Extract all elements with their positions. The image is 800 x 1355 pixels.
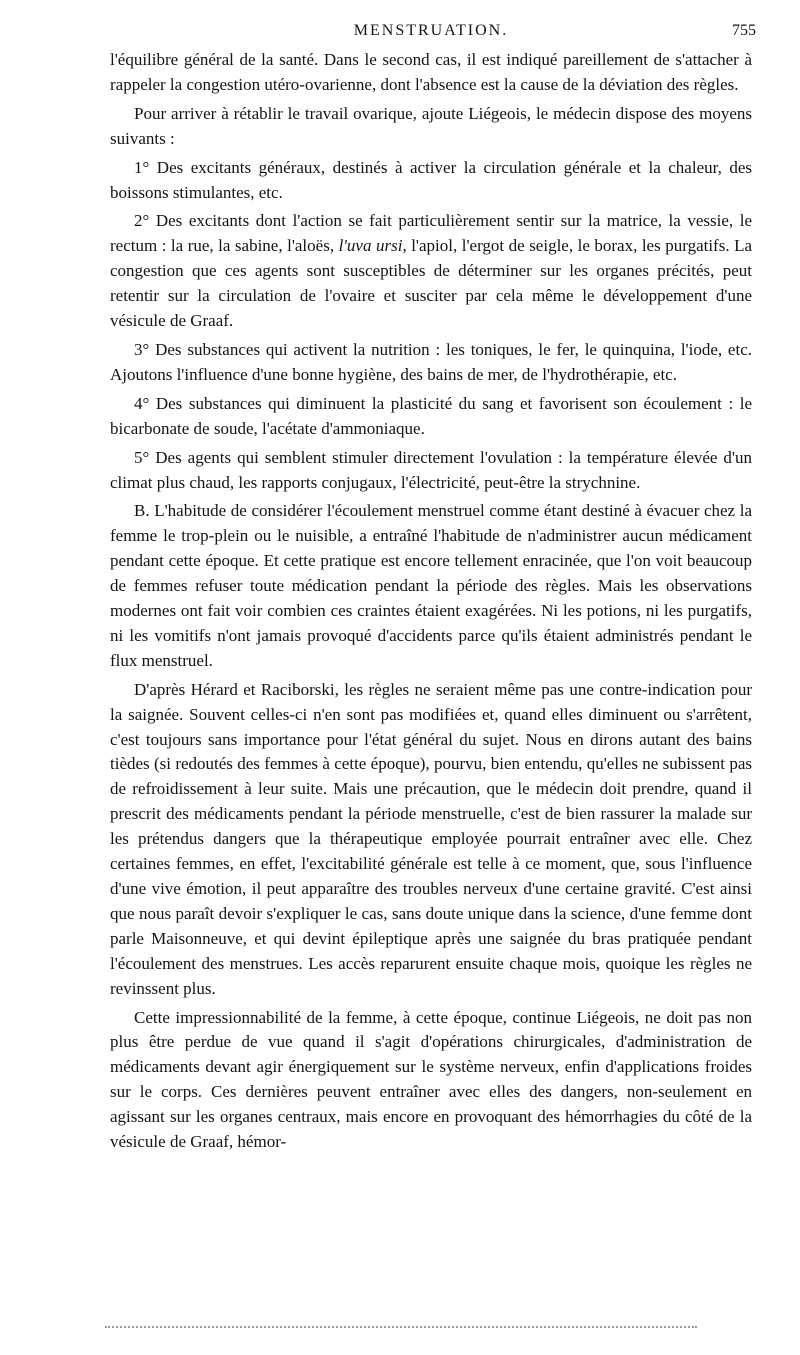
list-item bbox=[110, 209, 752, 334]
list-item: 5° Des agents qui semblent stimuler directement l'ovulation : la température élevée d'un climat plus chaud, les rapports conjugaux, l'électricité, peut-être la strychnine. bbox=[110, 447, 752, 492]
body-text bbox=[110, 48, 752, 1155]
list-item-text: 2° Des excitants dont l'action se fait particulièrement sentir sur la matrice, la vessie, le rectum : la rue, la sabine, l'aloës, bbox=[110, 211, 752, 256]
book-page bbox=[110, 18, 756, 1159]
paragraph: B. L'habitude de considérer l'écoulement menstruel comme étant destiné à évacuer chez la femme le trop-plein ou le nuisible, a entraîné l'habitude de n'administrer aucun médicament pendant cette époque. Et cette pratique est encore tellement enracinée, que l'on voit beaucoup de femmes refuser toute médication pendant la période des règles. Mais les observations modernes ont fait voir combien ces craintes étaient exagérées. Ni les potions, ni les purgatifs, ni les vomitifs n'ont jamais provoqué d'accidents parce qu'ils étaient administrés pendant le flux menstruel. bbox=[110, 501, 752, 670]
paragraph: Cette impressionnabilité de la femme, à cette époque, continue Liégeois, ne doit pas non plus être perdue de vue quand il s'agit d'opérations chirurgicales, d'administration de médicaments devant agir énergiquement sur le système nerveux, enfin d'applications froides sur le corps. Ces dernières peuvent entraîner avec elles des dangers, non-seulement en agissant sur les organes centraux, mais encore en provoquant des hémorrhagies du côté de la vésicule de Graaf, hémor- bbox=[110, 1007, 752, 1152]
paragraph: Pour arriver à rétablir le travail ovarique, ajoute Liégeois, le médecin dispose des moyens suivants : bbox=[110, 103, 752, 148]
list-item-text: , l'apiol, l'ergot de seigle, le borax, les purgatifs. La congestion que ces agents sont susceptibles de déterminer sur les organes précités, peut retentir sur la circulation de l'ovaire et susciter par cela même le développement d'une vésicule de Graaf. bbox=[110, 236, 753, 331]
paragraph: l'équilibre général de la santé. Dans le second cas, il est indiqué pareillement de s'attacher à rappeler la congestion utéro-ovarienne, dont l'absence est la cause de la déviation des règles. bbox=[110, 50, 752, 94]
paragraph: D'après Hérard et Raciborski, les règles ne seraient même pas une contre-indication pour la saignée. Souvent celles-ci n'en sont pas modifiées et, quand elles diminuent ou s'arrêtent, c'est toujours sans importance pour l'état général du sujet. Nous en dirons autant des bains tièdes (si redoutés des femmes à cette époque), pourvu, bien entendu, qu'elles ne subissent pas de refroidissement à leur suite. Mais une précaution, que le médecin doit prendre, quand il prescrit des médicaments pendant la période menstruelle, c'est de bien rassurer la malade sur les prétendus dangers que la thérapeutique employée pourrait entraîner avec elle. Chez certaines femmes, en effet, l'excitabilité générale est telle à ce moment, que, sous l'influence d'une vive émotion, il peut apparaître des troubles nerveux d'une certaine gravité. C'est ainsi que nous paraît devoir s'expliquer le cas, sans doute unique dans la science, d'une femme dont parle Maisonneuve, et qui devint épileptique après une saignée du bras pratiquée pendant l'écoulement des menstrues. Les accès reparurent ensuite chaque mois, quoique les règles ne revinssent plus. bbox=[110, 679, 752, 998]
list-item: 3° Des substances qui activent la nutrition : les toniques, le fer, le quinquina, l'iode, etc. Ajoutons l'influence d'une bonne hygiène, des bains de mer, de l'hydrothérapie, etc. bbox=[110, 339, 752, 384]
running-head: MENSTRUATION. bbox=[353, 22, 509, 39]
bottom-bleed-through-line bbox=[105, 1326, 697, 1328]
list-item: 4° Des substances qui diminuent la plasticité du sang et favorisent son écoulement : le bicarbonate de soude, l'acétate d'ammoniaque. bbox=[110, 393, 752, 438]
page-header bbox=[110, 18, 756, 42]
list-item: 1° Des excitants généraux, destinés à activer la circulation générale et la chaleur, des boissons stimulantes, etc. bbox=[110, 157, 752, 202]
page-number: 755 bbox=[732, 22, 756, 39]
italic-term: l'uva ursi bbox=[338, 236, 403, 256]
